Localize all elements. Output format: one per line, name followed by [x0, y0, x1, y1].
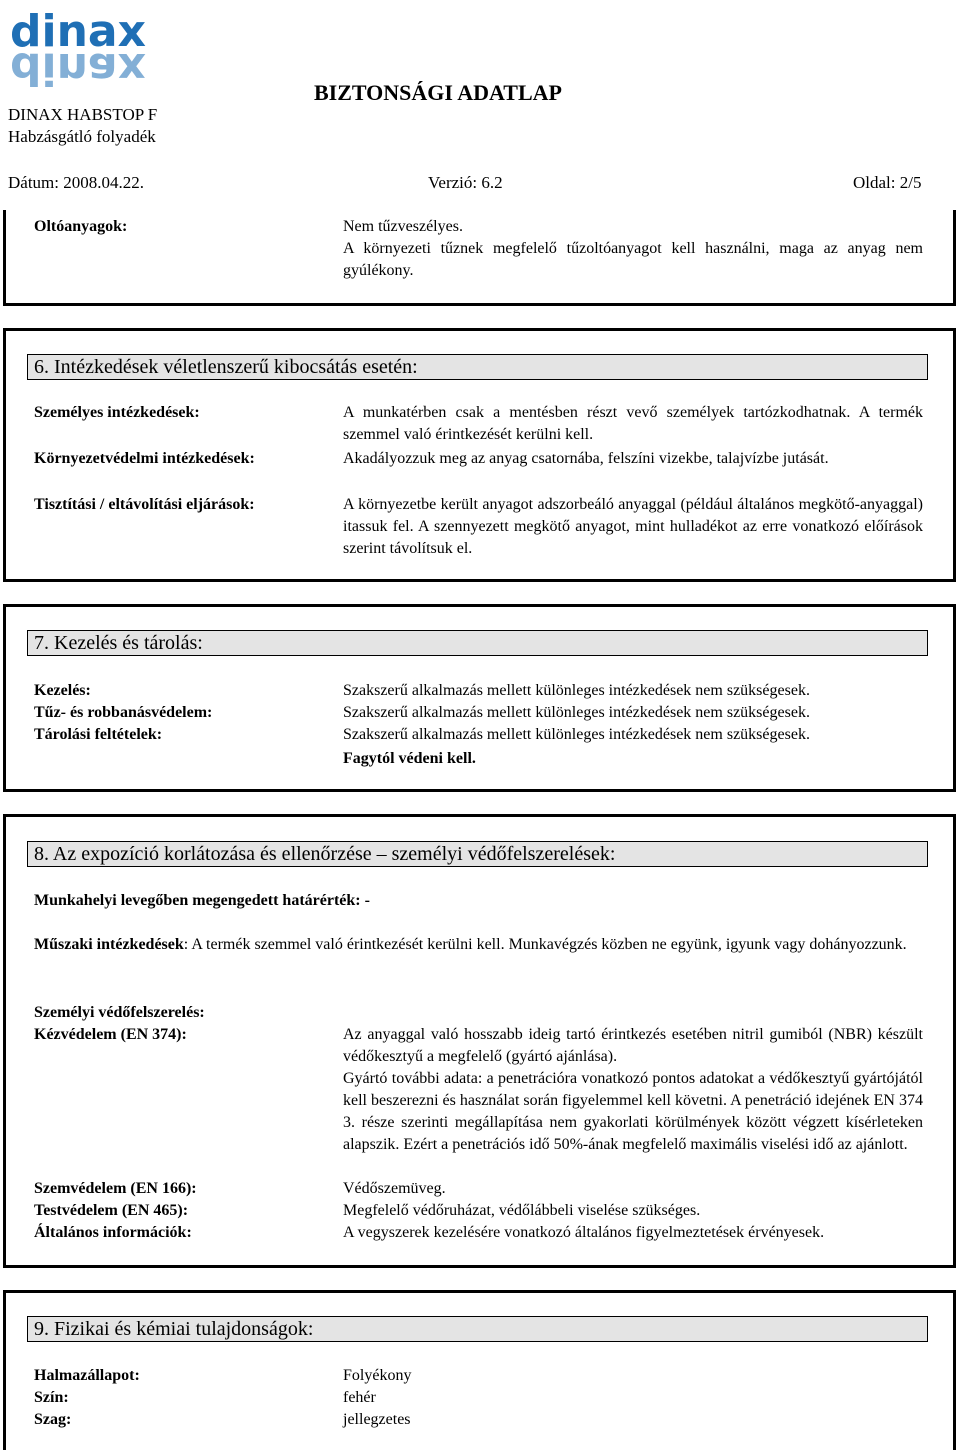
body-protection-label: Testvédelem (EN 465):	[34, 1202, 189, 1219]
hand-protection-text: Az anyaggal való hosszabb ideig tartó érintkezés esetében nitril gumiból (NBR) készült védőkesztyű a megfelelő (gyártó ajánlása).	[343, 1026, 923, 1065]
environmental-measures-value: Akadályozzuk meg az anyag csatornába, felszíni vizekbe, talajvízbe jutását.	[343, 450, 829, 467]
extinguishing-line-2: A környezeti tűznek megfelelő tűzoltóanyagot kell használni, maga az anyag nem gyúlékony.	[343, 240, 923, 279]
fire-protection-label: Tűz- és robbanásvédelem:	[34, 704, 213, 721]
technical-measures-label: Műszaki intézkedések	[34, 936, 184, 953]
extinguishing-label: Oltóanyagok:	[34, 218, 128, 235]
eye-protection-label: Szemvédelem (EN 166):	[34, 1180, 197, 1197]
product-type: Habzásgátló folyadék	[8, 127, 156, 146]
fire-protection-value: Szakszerű alkalmazás mellett különleges intézkedések nem szükségesek.	[343, 704, 810, 721]
cleanup-value: A környezetbe került anyagot adszorbeáló anyaggal (például általános megkötő-anyaggal) itassuk fel. A szennyezett megkötő anyagot, mint hulladékot az erre vonatkozó előírások szerint távolítsuk el.	[343, 496, 923, 557]
cleanup-label: Tisztítási / eltávolítási eljárások:	[34, 496, 255, 513]
personal-measures-value: A munkatérben csak a mentésben részt vevő személyek tartózkodhatnak. A termék szemmel való érintkezését kerülni kell.	[343, 404, 923, 443]
physical-state-value: Folyékony	[343, 1367, 412, 1384]
section-7-heading: 7. Kezelés és tárolás:	[27, 630, 928, 656]
section-8-heading: 8. Az expozíció korlátozása és ellenőrzése – személyi védőfelszerelések:	[27, 841, 928, 867]
physical-state-label: Halmazállapot:	[34, 1367, 140, 1384]
document-title: BIZTONSÁGI ADATLAP	[314, 80, 562, 105]
ppe-label: Személyi védőfelszerelés:	[34, 1004, 205, 1021]
doc-date: Dátum: 2008.04.22.	[8, 173, 144, 192]
odor-value: jellegzetes	[343, 1411, 411, 1428]
handling-label: Kezelés:	[34, 682, 91, 699]
handling-value: Szakszerű alkalmazás mellett különleges intézkedések nem szükségesek.	[343, 682, 810, 699]
logo-reflection: dinax	[10, 43, 146, 94]
color-label: Szín:	[34, 1389, 69, 1406]
hand-protection-text-2: Gyártó további adata: a penetrációra vonatkozó pontos adatokat a védőkesztyű gyártójától kell beszerezni és használat során figyelemmel kell követni. A penetráció idejének EN 374 3. része szerinti megállapítása nem gyakorlati körülmények között végzett kísérleteken alapszik. Ezért a penetrációs idő 50%-ának megfelelő maximális viselési idő az ajánlott.	[343, 1070, 923, 1153]
personal-measures-label: Személyes intézkedések:	[34, 404, 200, 421]
page-number: Oldal: 2/5	[853, 173, 922, 192]
color-value: fehér	[343, 1389, 376, 1406]
storage-label: Tárolási feltételek:	[34, 726, 163, 743]
general-info-text: A vegyszerek kezelésére vonatkozó általános figyelmeztetések érvényesek.	[343, 1224, 825, 1241]
frost-note: Fagytól védeni kell.	[343, 750, 476, 767]
product-name: DINAX HABSTOP F	[8, 105, 158, 124]
logo-text: dinax	[10, 6, 146, 57]
environmental-measures-label: Környezetvédelmi intézkedések:	[34, 450, 255, 467]
exposure-limit-label: Munkahelyi levegőben megengedett határérték: -	[34, 892, 370, 909]
section-6-heading: 6. Intézkedések véletlenszerű kibocsátás esetén:	[27, 354, 928, 380]
hand-protection-label: Kézvédelem (EN 374):	[34, 1026, 187, 1043]
section-9-heading: 9. Fizikai és kémiai tulajdonságok:	[27, 1316, 928, 1342]
company-logo	[8, 4, 148, 96]
odor-label: Szag:	[34, 1411, 72, 1428]
general-info-label: Általános információk:	[34, 1224, 192, 1241]
eye-protection-text: Védőszemüveg.	[343, 1180, 446, 1197]
technical-measures-text: : A termék szemmel való érintkezését kerülni kell. Munkavégzés közben ne együnk, igyunk vagy dohányozzunk.	[183, 936, 907, 953]
doc-version: Verzió: 6.2	[428, 173, 503, 192]
extinguishing-line-1: Nem tűzveszélyes.	[343, 218, 463, 235]
body-protection-text: Megfelelő védőruházat, védőlábbeli viselése szükséges.	[343, 1202, 701, 1219]
storage-value: Szakszerű alkalmazás mellett különleges intézkedések nem szükségesek.	[343, 726, 810, 743]
technical-measures	[34, 934, 923, 956]
